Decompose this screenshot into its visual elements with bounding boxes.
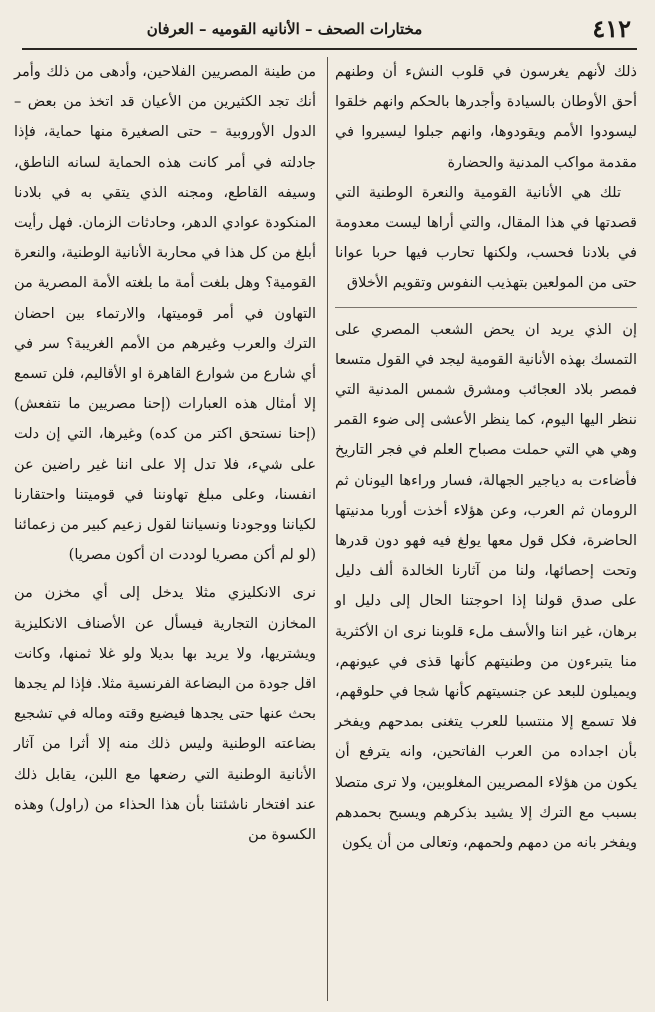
column-rule [327, 57, 328, 1001]
page-number: ٤١٢ [592, 14, 631, 43]
paragraph-protection: من طينة المصريين الفلاحين، وأدهى من ذلك وأمر أنك تجد الكثيرين من الأعيان قد اتخذ من بعض – الدول الأوروبية – حتى الصغيرة منها حماية، فإذا جادلته في أمر كانت هذه الحماية لسانه الناطق، وسيفه القاطع، ومجنه الذي يتقي به في بلادنا المنكودة عوادي الدهر، وحادثات الزمان. فهل رأيت أبلغ من كل هذا في محاربة الأنانية الوطنية، والنعرة القومية؟ وهل بلغت أمة ما بلغته الأمة المصرية من التهاون في أمر قوميتها، والارتماء بين احضان الترك والعرب وغيرهم من الأمم الغريبة؟ سر في أي شارع من شوارع القاهرة او الأقاليم، فلن تسمع إلا أمثال هذه العبارات (إحنا مصريين ما نتفعش) (إحنا نستحق اكتر من كده) وغيرها، التي إن دلت على شيء، فلا تدل إلا على اننا غير راضين عن انفسنا، وعلى مبلغ تهاوننا في قوميتنا واحتقارنا لكياننا ووجودنا ونسياننا لقول زعيم كبير من زعمائنا (لو لم أكن مصريا لوددت ان أكون مصريا) [14, 64, 316, 564]
page-header [22, 12, 637, 50]
running-title: مختارات الصحف – الأنانيه القوميه – العرفان [146, 20, 423, 38]
paragraph-english-example: نرى الانكليزي مثلا يدخل إلى أي مخزن من المخازن التجارية فيسأل عن الأصناف الانكليزية ويشتريها، ولا يريد بها بديلا ولو غلا ثمنها، وكانت اقل جودة من البضاعة الفرنسية مثلا. فإذا لم يجدها بحث عنها حتى يجدها فيضيع وقته وماله في تشجيع بضاعته الوطنية وليس ذلك منه إلا أثرا من آثار الأنانية الوطنية التي رضعها مع اللبن، يقابل ذلك عند افتخار ناشئتنا بأن هذا الحذاء من (راول) وهذه الكسوة من [14, 585, 316, 844]
paragraph-egypt: إن الذي يريد ان يحض الشعب المصري على التمسك بهذه الأنانية القومية ليجد في القول متسعا فمصر بلاد العجائب ومشرق شمس المدنية التي ننظر اليها اليوم، كما ينظر الأعشى إلى ضوء القمر وهي هي التي حملت مصباح العلم في فجر التاريخ فأضاءت به دياجير الجهالة، فسار وراءها اليونان ثم الرومان ثم العرب، وعن هؤلاء أخذت أوربا مدنيتها الحاضرة، فكل قول معها يولغ فيه فهو دون قدرها وتحت إحصائها، ولنا من آثارنا الخالدة ألف دليل على صدق قولنا إذا احوجتنا الحال إلى دليل او برهان، غير اننا والأسف مل‌ء قلوبنا نرى ان الأكثرية منا يتبرءون من وطنيتهم كأنها قذى في عيونهم، ويميلون للبعد عن جنسيتهم كأنها شجا في حلوقهم، فلا تسمع إلا منتسبا للعرب يتغنى بمدحهم ويفخر بأن اجداده من العرب الفاتحين، وانه يترفع أن يكون من هؤلاء المصريين المغلوبين، ولا ترى متصلا بسبب مع الترك إلا يشيد بذكرهم ويسبح بحمدهم ويفخر بانه من دمهم ولحمهم، وتعالى من أن يكون [335, 321, 637, 852]
paragraph-continuation: ذلك لأنهم يغرسون في قلوب النشء أن وطنهم أحق الأوطان بالسيادة وأجدرها بالحكم وانهم خلقوا ليسودوا الأمم ويقودوها، وانهم جبلوا ليسيروا في مقدمة مواكب المدنية والحضارة [335, 64, 637, 171]
section-divider [335, 307, 637, 309]
left-column [14, 57, 316, 850]
paragraph-nationalism: تلك هي الأنانية القومية والنعرة الوطنية التي قصدتها في هذا المقال، والتي أراها ليست معدومة في بلادنا فحسب، ولكنها تحارب فيها حربا عوانا حتى من المولعين بتهذيب النفوس وتقويم الأخلاق [335, 184, 637, 292]
right-column [335, 57, 637, 858]
